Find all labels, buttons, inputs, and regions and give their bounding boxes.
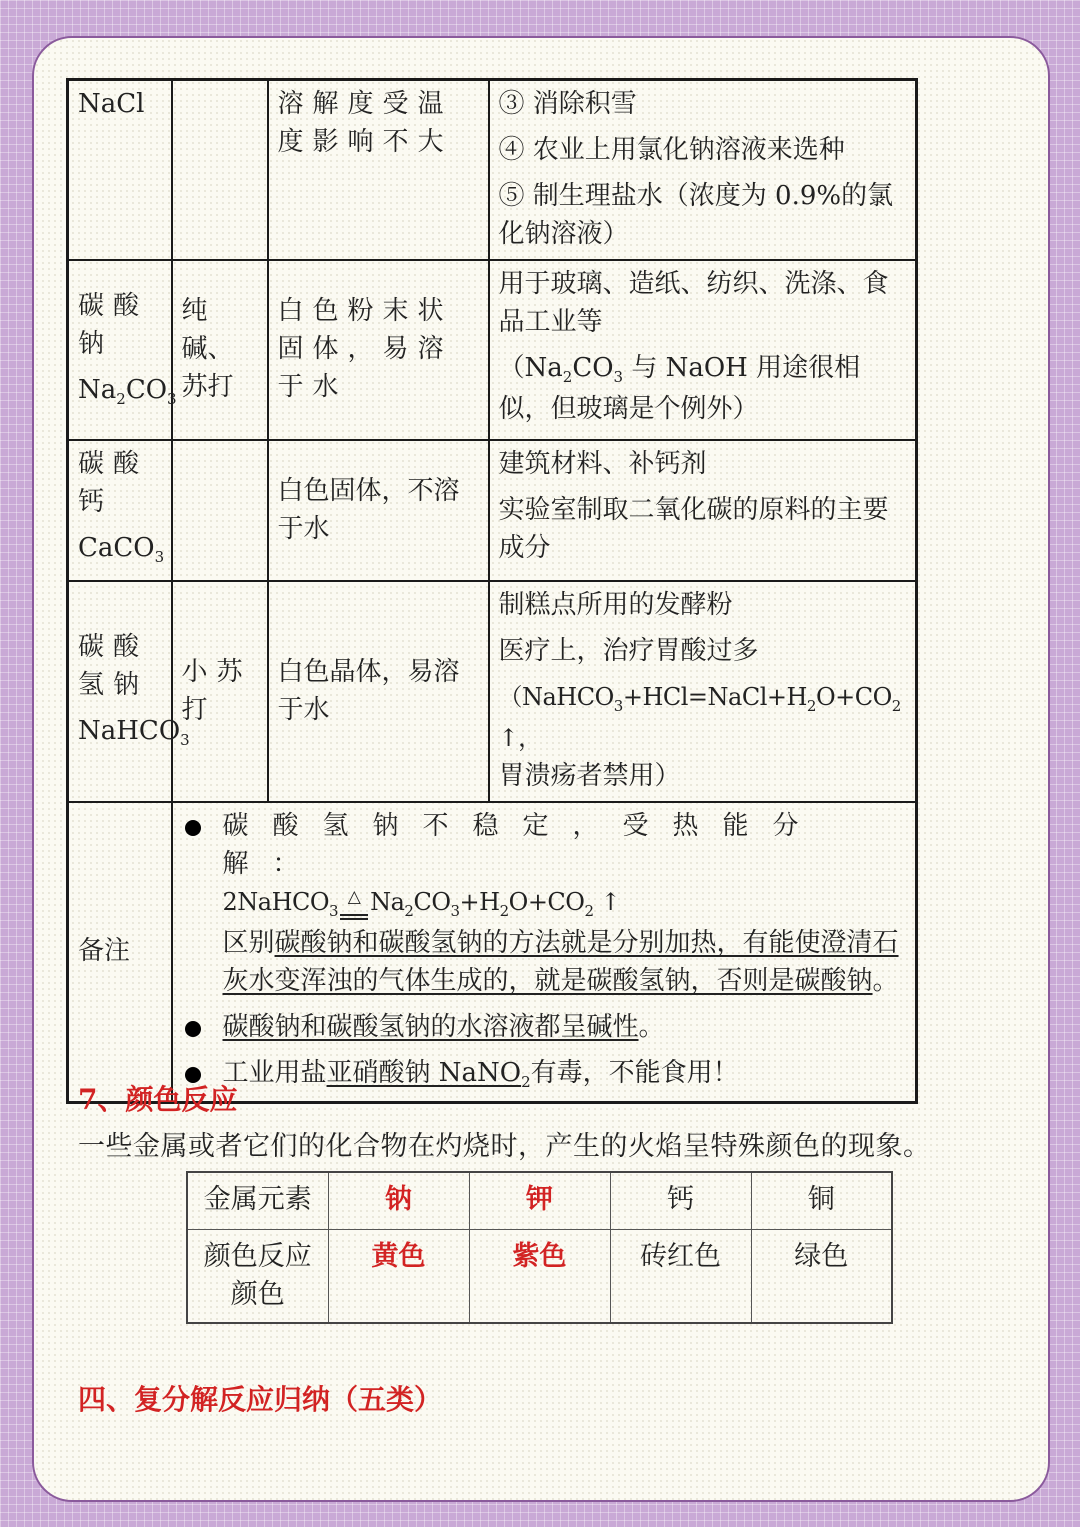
nahco3-property-cell: [268, 581, 489, 802]
flame-color-row: [187, 1230, 892, 1324]
nacl-uses-cell: [489, 80, 917, 261]
nacl-name: NaCl: [78, 89, 145, 119]
flame-color-table: [186, 1171, 893, 1324]
na2co3-formula: $Na_2CO_3$: [78, 374, 177, 408]
nacl-common-cell: [172, 80, 268, 261]
flame-row-label: 颜色反应 颜色: [187, 1230, 328, 1324]
na2co3-name-cell: [68, 260, 177, 440]
caco3-property-cell: [268, 440, 489, 581]
note-item-1: [185, 807, 907, 1000]
section-4-heading: 四、复分解反应归纳（五类）: [78, 1383, 443, 1416]
table-row-na2co3: [68, 260, 917, 440]
caco3-use-2: 实验室制取二氧化碳的原料的主要成分: [498, 495, 889, 563]
flame-color-cu: 绿色: [751, 1230, 892, 1324]
table-row-nahco3: [68, 581, 917, 802]
nahco3-name-zh: 碳酸氢钠: [78, 632, 149, 700]
flame-header-na: 钠: [328, 1172, 469, 1230]
bullet-icon: [185, 1021, 201, 1037]
nacl-property: 溶解度受温度影响不大: [277, 89, 453, 157]
caco3-formula: CaCO$_3$: [78, 533, 165, 566]
caco3-name-cell: [68, 440, 172, 581]
caco3-uses-cell: [489, 440, 917, 581]
nacl-name-cell: [68, 80, 172, 261]
notes-label-cell: [68, 802, 172, 1103]
note-2-text: 碳酸钠和碳酸氢钠的水溶液都呈碱性: [222, 1012, 639, 1042]
flame-header-ca: 钙: [610, 1172, 751, 1230]
na2co3-name-zh: 碳酸钠: [78, 290, 149, 359]
flame-color-na: 黄色: [328, 1230, 469, 1324]
nahco3-formula: NaHCO$_3$: [78, 716, 190, 749]
table-row-caco3: [68, 440, 917, 581]
nahco3-uses-cell: [489, 581, 917, 802]
caco3-property: 白色固体，不溶于水: [277, 475, 460, 544]
nahco3-common-cell: [172, 581, 268, 802]
section-7-intro: 一些金属或者它们的化合物在灼烧时，产生的火焰呈特殊颜色的现象。: [78, 1131, 931, 1162]
nacl-use-3: ⑤ 制生理盐水（浓度为 0.9%的氯化钠溶液）: [498, 181, 894, 249]
nahco3-property: 白色晶体，易溶于水: [277, 656, 460, 725]
na2co3-note: （$Na_2CO_3$ 与 NaOH 用途很相似，但玻璃是个例外）: [498, 353, 861, 424]
na2co3-uses-cell: [489, 260, 917, 440]
nahco3-use-2: 医疗上，治疗胃酸过多: [498, 636, 759, 666]
nacl-use-2: ④ 农业上用氯化钠溶液来选种: [498, 135, 845, 165]
section-7-heading: 7、颜色反应: [78, 1083, 238, 1116]
flame-header-row: [187, 1172, 892, 1230]
note-item-2: 碳酸钠和碳酸氢钠的水溶液都呈碱性。: [185, 1008, 907, 1046]
table-row-nacl: [68, 80, 917, 261]
nahco3-name-cell: [68, 581, 190, 802]
flame-header-k: 钾: [469, 1172, 610, 1230]
caco3-use-1: 建筑材料、补钙剂: [498, 449, 707, 479]
note-item-3: [185, 1054, 907, 1095]
heat-symbol: △: [338, 883, 370, 924]
nacl-property-cell: [268, 80, 489, 261]
na2co3-common: 纯碱、苏打: [181, 296, 234, 402]
flame-header-cu: 铜: [751, 1172, 892, 1230]
na2co3-property: 白色粉末状固体，易溶于水: [277, 296, 453, 402]
notes-label: 备注: [78, 936, 131, 966]
caco3-name-zh: 碳酸钙: [78, 449, 149, 517]
note-1-explanation: 区别碳酸钠和碳酸氢钠的方法就是分别加热，有能使澄清石灰水变浑浊的气体生成的，就是碳酸氢钠，否则是碳酸钠。: [222, 928, 899, 996]
notes-content-cell: [172, 802, 917, 1103]
flame-color-k: 紫色: [469, 1230, 610, 1324]
nahco3-warning: 胃溃疡者禁用）: [498, 761, 681, 791]
note-1-equation: 2NaHCO$_3$△ $Na_2CO_3+H_2O+CO_2$ ↑: [223, 883, 907, 924]
na2co3-property-cell: [268, 260, 489, 440]
flame-header-label: 金属元素: [187, 1172, 328, 1230]
flame-color-ca: 砖红色: [610, 1230, 751, 1324]
note-3-text: 工业用盐亚硝酸钠 NaNO$_2$有毒，不能食用！: [222, 1058, 739, 1091]
nacl-use-1: ③ 消除积雪: [498, 89, 637, 119]
nahco3-reaction: （$NaHCO_3+HCl=NaCl+H_2O+CO_2$ ↑，: [498, 683, 901, 752]
salts-table: [66, 78, 918, 1104]
table-row-notes: [68, 802, 917, 1103]
caco3-common-cell: [172, 440, 268, 581]
nahco3-use-1: 制糕点所用的发酵粉: [498, 590, 733, 620]
nahco3-common: 小苏打: [181, 656, 252, 725]
note-1-text: 碳酸氢钠不稳定，受热能分解：: [222, 811, 823, 879]
na2co3-use-1: 用于玻璃、造纸、纺织、洗涤、食品工业等: [498, 269, 889, 337]
na2co3-common-cell: [172, 260, 268, 440]
bullet-icon: [185, 820, 201, 836]
